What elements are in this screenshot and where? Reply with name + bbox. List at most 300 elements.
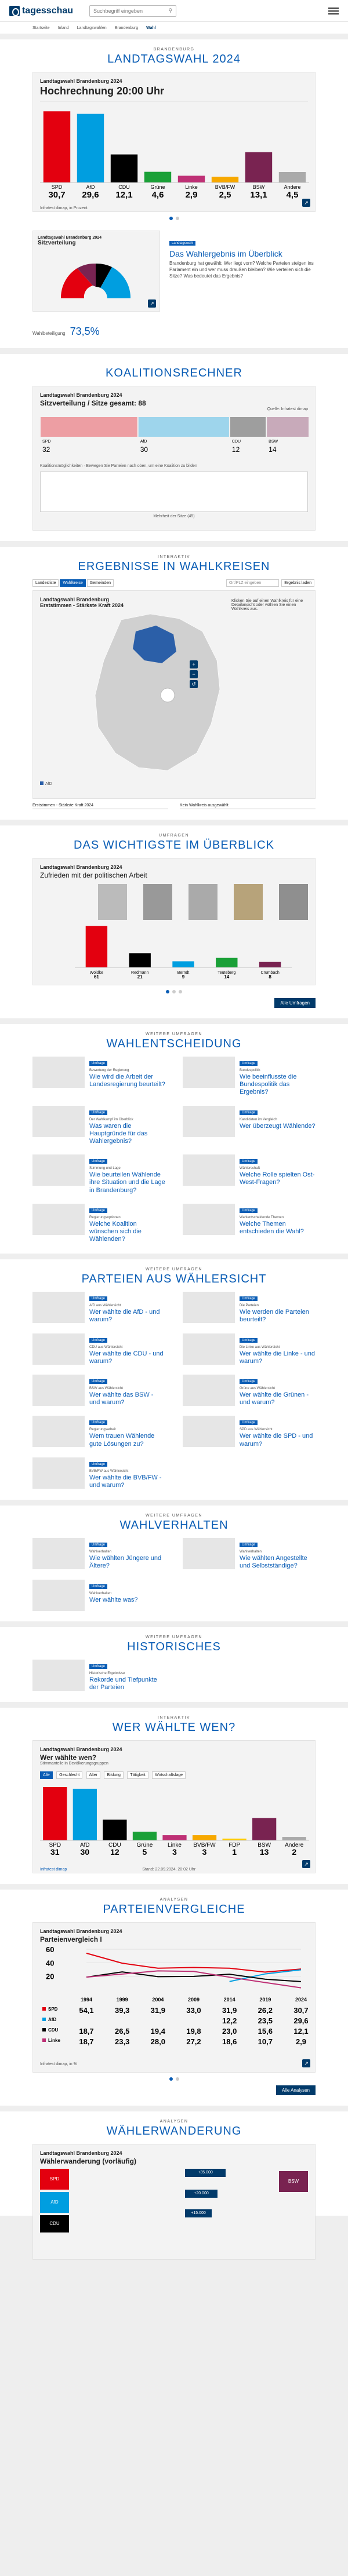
data-value-label: 31,9 (222, 2005, 237, 2015)
bar (73, 1789, 97, 1840)
turnout (32, 326, 316, 338)
bar-value-label: 29,6 (82, 190, 99, 200)
x-tick-label: 2014 (223, 1996, 235, 2003)
carousel-dot[interactable] (169, 217, 173, 220)
card-title: Landtagswahl Brandenburg 2024 (40, 2150, 122, 2156)
bar (111, 155, 137, 182)
teaser-item[interactable] (32, 1660, 165, 1691)
teaser-title[interactable]: Wie beurteilen Wählende ihre Situation und die Lage in Brandenburg? (89, 1171, 165, 1194)
koalition-seat-bar (139, 417, 229, 437)
bar (193, 1835, 216, 1840)
result-teaser[interactable] (32, 231, 316, 312)
teaser-subtitle: Grüne aus Wählersicht (240, 1387, 276, 1390)
teaser-title[interactable]: Welche Themen entschieden die Wahl? (240, 1220, 304, 1235)
bar (43, 1787, 67, 1840)
teaser-item[interactable] (183, 1106, 316, 1146)
flow-source-cdu: CDU (40, 2215, 69, 2232)
wer-footer (40, 1868, 308, 1872)
teaser-badge: Umfrage (89, 1110, 107, 1115)
breadcrumb-item[interactable]: Startseite (32, 25, 50, 30)
teaser-thumbnail (32, 1538, 85, 1569)
section-kicker: BRANDENBURG (153, 47, 195, 52)
teaser-badge: Umfrage (89, 1061, 107, 1066)
bar-value-label: 21 (137, 974, 143, 980)
teaser-subtitle: BVB/FW aus Wählersicht (89, 1469, 129, 1473)
carousel-dots (0, 990, 348, 993)
teaser-title[interactable]: Wer wählte die Grünen - und warum? (240, 1391, 309, 1406)
candidate-photos (98, 884, 308, 920)
ort-search-input[interactable]: Ort/PLZ eingeben (226, 579, 279, 587)
teaser-body: Brandenburg hat gewählt: Wer liegt vorn? Welche Parteien steigen ins Parlament ein und wer muss draußen bleiben? Wie verteilen sich die Sitze? Was bedeutet das Ergebnis? (169, 261, 314, 279)
bar-value-label: 30 (80, 1847, 90, 1857)
teaser-text (89, 1333, 165, 1365)
section-ueberblick (0, 825, 348, 1018)
data-value-label: 2,9 (295, 2037, 307, 2046)
carousel-dot[interactable] (172, 990, 176, 993)
koalition-seat-bar (267, 417, 309, 437)
bar-value-label: 5 (142, 1847, 147, 1857)
sitzverteilung-teaser (32, 231, 160, 312)
series-name: CDU (48, 2027, 59, 2033)
bar-category-label: CDU (118, 184, 130, 190)
chart-source: Infratest dimap, in % (40, 2062, 77, 2066)
teaser-thumbnail (183, 1333, 235, 1365)
wahlkreis-controls (32, 579, 316, 587)
teaser-title[interactable]: Wer wählte was? (89, 1596, 138, 1603)
teaser-title[interactable]: Wie wählten Jüngere und Ältere? (89, 1555, 162, 1570)
bar-category-label: Andere (284, 184, 301, 190)
parteienvergleich-card (32, 1922, 316, 2073)
wer-chart (40, 1782, 309, 1860)
card-subtitle: Zufrieden mit der politischen Arbeit (40, 871, 147, 879)
data-value-label: 10,7 (258, 2037, 273, 2046)
teaser-item[interactable] (183, 1292, 316, 1324)
teaser-grid (32, 1057, 316, 1243)
section-title: WAHLVERHALTEN (119, 1519, 229, 1532)
section-kicker: INTERAKTIV (157, 555, 191, 559)
teaser-text (89, 1660, 165, 1691)
bar-value-label: 30,7 (48, 190, 66, 200)
teaser-thumbnail (183, 1154, 235, 1186)
bar-value-label: 9 (182, 974, 185, 980)
teaser-item[interactable] (32, 1538, 165, 1570)
carousel-dots (0, 2077, 348, 2081)
koalition-chart[interactable] (40, 411, 309, 458)
teaser-item[interactable] (32, 1154, 165, 1194)
teaser-thumbnail (32, 1292, 85, 1323)
koalition-party-label: SPD (42, 440, 51, 444)
bar-category-label: Teuteberg (217, 971, 236, 975)
data-value-label: 39,3 (115, 2005, 130, 2015)
wahlkreis-selects (32, 803, 316, 809)
teaser-mini-title: Landtagswahl Brandenburg 2024 (38, 236, 102, 240)
zoom-out-icon[interactable]: − (190, 670, 198, 678)
zoom-controls (190, 660, 198, 688)
data-value-label: 27,2 (186, 2037, 201, 2046)
teaser-badge: Umfrage (89, 1664, 107, 1669)
more-row (32, 997, 316, 1008)
teaser-title[interactable]: Wie beeinflusste die Bundespolitik das Ergebnis? (240, 1073, 297, 1096)
zufriedenheit-card (32, 858, 316, 985)
bar-value-label: 12 (110, 1847, 119, 1857)
section-title: LANDTAGSWAHL 2024 (107, 53, 241, 65)
zufriedenheit-chart (40, 920, 309, 984)
teaser-item[interactable] (183, 1538, 316, 1570)
teaser-title[interactable]: Welche Koalition wünschen sich die Wählenden? (89, 1220, 142, 1243)
teaser-item[interactable] (32, 1106, 165, 1146)
bar (172, 961, 194, 967)
teaser-badge: Umfrage (89, 1543, 107, 1547)
bar (178, 176, 205, 182)
teaser-item[interactable] (32, 1292, 165, 1324)
teaser-badge: Umfrage (89, 1379, 107, 1384)
card-subtitle: Wählerwanderung (vorläufig) (40, 2157, 137, 2165)
bar-value-label: 4,6 (151, 190, 164, 200)
tab-wirtschaftslage[interactable]: Wirtschaftslage (152, 1771, 186, 1779)
carousel-dot[interactable] (166, 990, 169, 993)
x-tick-label: 1999 (116, 1996, 128, 2003)
teaser-title[interactable]: Rekorde und Tiefpunkte der Parteien (89, 1676, 157, 1691)
teaser-subtitle: Die Parteien (240, 1304, 259, 1308)
tab-alter[interactable]: Alter (86, 1771, 100, 1779)
teaser-title[interactable]: Wie wird die Arbeit der Landesregierung beurteilt? (89, 1073, 165, 1088)
section-wahlverhalten (0, 1506, 348, 1621)
seat-arc-chart (38, 246, 154, 304)
teaser-headline[interactable]: Das Wahlergebnis im Überblick (169, 249, 282, 258)
y-tick-label: 40 (46, 1959, 55, 1968)
brandenburg-map[interactable] (81, 608, 231, 776)
bar-value-label: 3 (172, 1847, 177, 1857)
teaser-badge: Umfrage (240, 1208, 258, 1213)
breadcrumb-item[interactable]: Inland (57, 25, 69, 30)
data-value-label: 18,7 (79, 2037, 94, 2046)
bar-category-label: SPD (51, 184, 63, 190)
share-icon[interactable]: ↗ (302, 199, 310, 207)
view-select[interactable]: Erststimmen - Stärkste Kraft 2024 (32, 803, 168, 809)
bar-category-label: BSW (252, 184, 265, 190)
section-title: PARTEIEN AUS WÄHLERSICHT (81, 1273, 267, 1286)
bar (133, 1832, 157, 1840)
teaser-item[interactable] (32, 1057, 165, 1097)
koalition-seat-bar (41, 417, 137, 437)
teaser-subtitle: Kandidaten im Vergleich (240, 1117, 277, 1121)
map-berlin (161, 688, 175, 702)
waehlerwanderung-card (32, 2144, 316, 2260)
teaser-text (89, 1580, 138, 1611)
data-value-label: 33,0 (186, 2005, 201, 2015)
legend-swatch (42, 2038, 46, 2042)
x-tick-label: 2019 (259, 1996, 271, 2003)
flow-value: +35.000 (185, 2169, 226, 2177)
bar-value-label: 3 (202, 1847, 207, 1857)
teaser-thumbnail (183, 1375, 235, 1406)
bar (103, 1819, 126, 1840)
map-legend (40, 781, 308, 786)
teaser-item[interactable] (183, 1375, 316, 1406)
koalition-seat-bar (230, 417, 266, 437)
card-title: Landtagswahl Brandenburg 2024 (40, 864, 122, 870)
card-title: Landtagswahl Brandenburg 2024 (40, 1928, 122, 1934)
carousel-dot[interactable] (176, 217, 179, 220)
teaser-badge: Landtagswahl (169, 241, 195, 246)
teaser-title[interactable]: Wer wählte die SPD - und warum? (240, 1433, 313, 1448)
teaser-text (89, 1106, 165, 1146)
legend-swatch (42, 2028, 46, 2031)
turnout-value: 73,5% (70, 326, 100, 337)
bar-value-label: 2,5 (219, 190, 231, 200)
teaser-text (89, 1057, 165, 1097)
card-title: Landtagswahl Brandenburg (40, 597, 110, 602)
alle-umfragen-button[interactable]: Alle Umfragen (274, 998, 316, 1008)
menu-icon[interactable] (328, 8, 339, 14)
share-icon[interactable]: ↗ (148, 299, 156, 308)
y-tick-label: 20 (46, 1972, 55, 1981)
tab-bildung[interactable]: Bildung (104, 1771, 123, 1779)
teaser-item[interactable] (32, 1204, 165, 1244)
teaser-badge: Umfrage (240, 1379, 258, 1384)
teaser-badge: Umfrage (240, 1159, 258, 1164)
teaser-thumbnail (32, 1457, 85, 1489)
koalition-party-label: CDU (231, 440, 241, 444)
breadcrumb (0, 22, 348, 34)
teaser-thumbnail (32, 1204, 85, 1235)
x-tick-label: 2004 (152, 1996, 164, 2003)
bar (245, 152, 272, 182)
breadcrumb-item[interactable]: Brandenburg (114, 25, 139, 30)
section-kicker: ANALYSEN (160, 1897, 188, 1902)
teaser-subtitle: Wahlverhalten (240, 1550, 262, 1554)
teaser-title[interactable]: Wer wählte das BSW - und warum? (89, 1391, 154, 1406)
koalition-party-label: AfD (140, 440, 147, 444)
section-parteien (0, 1259, 348, 1500)
series-name: AfD (48, 2016, 57, 2022)
data-value-label: 26,2 (258, 2005, 273, 2015)
bar (44, 111, 70, 182)
flow-source-afd: AfD (40, 2192, 69, 2213)
tab-landesliste[interactable]: Landesliste (32, 579, 59, 587)
teaser-title[interactable]: Wer wählte die CDU - und warum? (89, 1350, 164, 1365)
migration-diagram (40, 2169, 308, 2250)
teaser-thumbnail (32, 1660, 85, 1691)
bar-category-label: Woidke (89, 971, 104, 975)
candidate-photo (143, 884, 172, 920)
map-hint: Klicken Sie auf einen Wahlkreis für eine Detailansicht oder wählen Sie einen Wahlkreis aus. (231, 599, 303, 611)
teaser-title[interactable]: Was waren die Hauptgründe für das Wahlergebnis? (89, 1122, 148, 1145)
teaser-item[interactable] (183, 1154, 316, 1194)
share-icon[interactable]: ↗ (302, 2059, 310, 2067)
share-icon[interactable]: ↗ (302, 1860, 310, 1868)
carousel-dot[interactable] (169, 2077, 173, 2081)
koalition-seat-value: 14 (269, 445, 277, 454)
teaser-badge: Umfrage (240, 1543, 258, 1547)
flow-value: +20.000 (185, 2190, 217, 2198)
teaser-title[interactable]: Wem trauen Wählende gute Lösungen zu? (89, 1433, 155, 1448)
bar (129, 953, 151, 967)
data-value-label: 23,0 (222, 2026, 237, 2036)
koalition-seat-value: 32 (42, 445, 50, 454)
teaser-title[interactable]: Wer wählte die Linke - und warum? (240, 1350, 316, 1365)
bar-category-label: Redmann (131, 971, 149, 975)
teaser-text (240, 1292, 316, 1324)
bar-value-label: 4,5 (286, 190, 299, 200)
series-name: Linke (48, 2037, 60, 2043)
tab-taetigkeit[interactable]: Tätigkeit (127, 1771, 148, 1779)
candidate-photo (188, 884, 217, 920)
wahlkreis-select[interactable]: Kein Wahlkreis ausgewählt (180, 803, 316, 809)
teaser-item[interactable] (183, 1057, 316, 1097)
data-value-label: 23,5 (258, 2016, 273, 2025)
candidate-photo (98, 884, 127, 920)
teaser-item[interactable] (32, 1580, 165, 1611)
section-kicker: WEITERE UMFRAGEN (146, 1514, 202, 1518)
teaser-subtitle: Wählerschaft (240, 1167, 260, 1171)
teaser-title[interactable]: Welche Rolle spielten Ost-West-Fragen? (240, 1171, 315, 1186)
teaser-thumbnail (183, 1057, 235, 1088)
breadcrumb-item[interactable]: Landtagswahlen (77, 25, 107, 30)
teaser-subtitle: Wahlverhalten (89, 1550, 112, 1554)
koalition-dropzone[interactable] (40, 472, 308, 512)
data-value-label: 29,6 (293, 2016, 309, 2025)
bar-category-label: BSW (258, 1841, 271, 1848)
bar-category-label: FDP (229, 1841, 241, 1848)
legend-label: AfD (45, 782, 52, 786)
teaser-text (240, 1154, 316, 1194)
bar (162, 1835, 186, 1840)
tab-geschlecht[interactable]: Geschlecht (56, 1771, 82, 1779)
teaser-text (89, 1292, 165, 1324)
search-input[interactable]: Suchbegriff eingeben ⚲ (89, 5, 176, 17)
logo-icon (9, 6, 20, 16)
section-title: HISTORISCHES (127, 1640, 221, 1653)
koalition-seat-value: 30 (140, 445, 148, 454)
teaser-badge: Umfrage (240, 1296, 258, 1301)
teaser-item[interactable] (183, 1333, 316, 1365)
carousel-dot[interactable] (179, 990, 182, 993)
x-tick-label: 1994 (80, 1996, 93, 2003)
teaser-thumbnail (32, 1106, 85, 1137)
section-wahlkreise (0, 547, 348, 820)
bar (216, 958, 237, 967)
flow-source-spd: SPD (40, 2169, 69, 2190)
data-value-label: 26,5 (115, 2026, 130, 2036)
teaser-badge: Umfrage (89, 1296, 107, 1301)
teaser-thumbnail (32, 1416, 85, 1447)
alle-analysen-button[interactable]: Alle Analysen (276, 2085, 316, 2095)
teaser-item[interactable] (32, 1375, 165, 1406)
bar-category-label: Andere (285, 1841, 304, 1848)
card-subtitle: Erststimmen - Stärkste Kraft 2024 (40, 602, 124, 608)
legend-swatch (40, 781, 44, 785)
teaser-badge: Umfrage (89, 1584, 107, 1589)
teaser-title[interactable]: Wie wählten Angestellte und Selbstständige? (240, 1555, 307, 1570)
teaser-subtitle: AfD aus Wählersicht (89, 1304, 121, 1308)
teaser-badge: Umfrage (89, 1208, 107, 1213)
teaser-item[interactable] (183, 1204, 316, 1244)
teaser-subtitle: Stimmung und Lage (89, 1167, 121, 1171)
teaser-text (240, 1416, 316, 1448)
teaser-title[interactable]: Wie werden die Parteien beurteilt? (240, 1309, 309, 1324)
section-title: DAS WICHTIGSTE IM ÜBERBLICK (74, 839, 274, 852)
wer-card (32, 1740, 316, 1873)
teaser-title[interactable]: Wer wählte die AfD - und warum? (89, 1309, 160, 1324)
teaser-thumbnail (32, 1154, 85, 1186)
tab-wahlkreise[interactable]: Wahlkreise (60, 579, 85, 587)
reset-icon[interactable]: ↺ (190, 680, 198, 688)
bar-category-label: Linke (185, 184, 198, 190)
section-title: ERGEBNISSE IN WAHLKREISEN (78, 560, 270, 573)
zoom-in-icon[interactable]: + (190, 660, 198, 668)
turnout-label: Wahlbeteiligung (32, 331, 66, 336)
chart-source: Infratest dimap (40, 1867, 67, 1872)
bar-value-label: 61 (93, 974, 99, 980)
teaser-text (89, 1416, 165, 1448)
teaser-badge: Umfrage (240, 1061, 258, 1066)
teaser-item[interactable] (32, 1333, 165, 1365)
bar-category-label: Grüne (136, 1841, 153, 1848)
data-value-label: 19,4 (150, 2026, 165, 2036)
teaser-thumbnail (183, 1292, 235, 1323)
more-row (32, 2084, 316, 2095)
bar-category-label: AfD (86, 184, 95, 190)
bar-category-label: Berndt (177, 971, 190, 975)
tab-alle[interactable]: Alle (40, 1771, 53, 1779)
teaser-thumbnail (183, 1538, 235, 1569)
bar (86, 926, 107, 967)
teaser-subtitle: Bewertung der Regierung (89, 1069, 129, 1072)
teaser-title[interactable]: Wer überzeugt Wählende? (240, 1122, 316, 1130)
section-wahlentscheidung (0, 1024, 348, 1254)
teaser-badge: Umfrage (89, 1462, 107, 1467)
bar-value-label: 12,1 (115, 190, 133, 200)
section-waehlerwanderung (0, 2111, 348, 2226)
majority-label: Mehrheit der Sitze (45) (153, 514, 195, 518)
teaser-text (89, 1457, 165, 1489)
search-icon: ⚲ (168, 8, 173, 13)
legend-swatch (42, 2018, 46, 2021)
teaser-subtitle: CDU aus Wählersicht (89, 1345, 123, 1349)
card-title: Landtagswahl Brandenburg 2024 (40, 78, 122, 84)
bar-category-label: Grüne (150, 184, 165, 190)
teaser-badge: Umfrage (89, 1159, 107, 1164)
section-kicker: WEITERE UMFRAGEN (146, 1267, 202, 1272)
bar-value-label: 2 (292, 1847, 297, 1857)
teaser-thumbnail (183, 1106, 235, 1137)
section-title: WER WÄHLTE WEN? (112, 1720, 236, 1734)
section-title: WAHLENTSCHEIDUNG (106, 1037, 242, 1050)
tagesschau-logo[interactable]: tagesschau (9, 6, 73, 16)
teaser-title[interactable]: Wer wählte die BVB/FW - und warum? (89, 1474, 162, 1489)
bar (77, 114, 104, 182)
teaser-item[interactable] (32, 1457, 165, 1489)
bar-value-label: 1 (232, 1847, 237, 1857)
teaser-text (240, 1204, 316, 1244)
bar-value-label: 13 (259, 1847, 269, 1857)
flow-value: +15.000 (185, 2209, 212, 2217)
carousel-dot[interactable] (176, 2077, 179, 2081)
site-header (0, 0, 348, 22)
ergebnis-laden-button[interactable]: Ergebnis laden (281, 579, 314, 587)
koalition-card (32, 386, 316, 531)
section-title: WÄHLERWANDERUNG (106, 2124, 242, 2137)
bar-category-label: CDU (108, 1841, 121, 1848)
tab-gemeinden[interactable]: Gemeinden (87, 579, 114, 587)
teaser-item[interactable] (183, 1416, 316, 1448)
bar (282, 1837, 306, 1840)
y-tick-label: 60 (46, 1945, 55, 1954)
teaser-item[interactable] (32, 1416, 165, 1448)
card-subtitle: Parteienvergleich I (40, 1935, 102, 1943)
teaser-badge: Umfrage (240, 1110, 258, 1115)
